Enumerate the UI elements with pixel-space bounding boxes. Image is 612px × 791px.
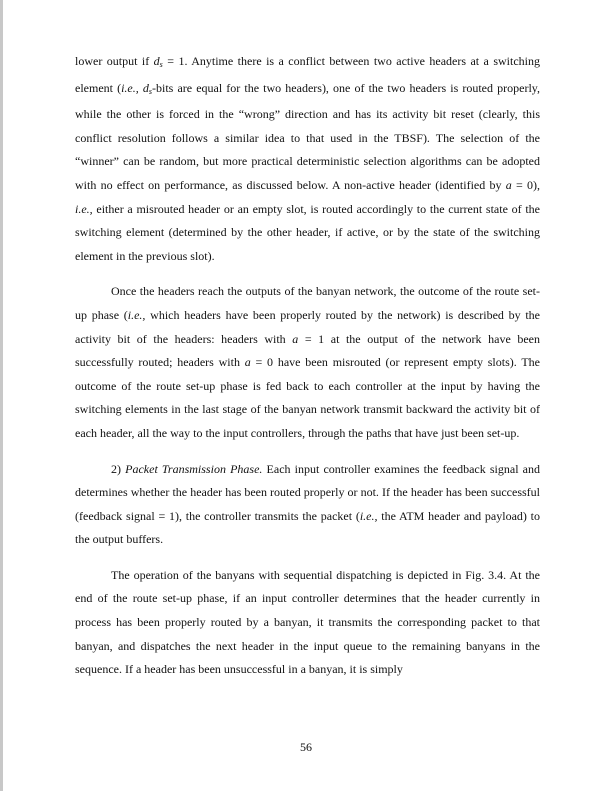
paragraph-3: 2) Packet Transmission Phase. Each input controller examines the feedback signal and determines whether the header has been routed properly or not. If the header has been successful (feedback signal = 1), the controller transmits the packet (i.e., the ATM header and payload) to the output buffers. [75,461,541,547]
section-title: Packet Transmission Phase. [125,461,263,476]
page-number: 56 [300,740,312,754]
body-text [75,50,540,682]
paragraph-1: lower output if $d_s = 1$. Anytime there is a conflict between two active headers at a switching element (i.e., $d_s$-bits are equal for the two headers), one of the two headers is routed properly, while the other is forced in the “wrong” direction and has its activity bit reset (clearly, this conflict resolution follows a similar idea to that used in the TBSF). The selection of the “winner” can be random, but more practical deterministic selection algorithms can be adopted with no effect on performance, as discussed below. A non-active header (identified by a = 0), i.e., either a misrouted header or an empty slot, is routed accordingly to the current state of the switching element (determined by the other header, if active, or by the state of the switching element in the previous slot). [75,54,541,263]
paragraph-4: The operation of the banyans with sequential dispatching is depicted in Fig. 3.4. At the end of the route set-up phase, if an input controller determines that the header currently in process has been properly routed by a banyan, it transmits the corresponding packet to that banyan, and dispatches the next header in the input queue to the remaining banyans in the sequence. If a header has been unsuccessful in a banyan, it is simply [75,567,540,677]
paragraph-2: Once the headers reach the outputs of the banyan network, the outcome of the route set-up phase (i.e., which headers have been properly routed by the network) is described by the activity bit of the headers: headers with a = 1 at the output of the network have been successfully routed; headers with a = 0 have been misrouted (or represent empty slots). The outcome of the route set-up phase is fed back to each controller at the input by having the switching elements in the last stage of the banyan network transmit backward the activity bit of each header, all the way to the input controllers, through the paths that have just been set-up. [75,284,540,440]
scan-edge [0,0,3,791]
